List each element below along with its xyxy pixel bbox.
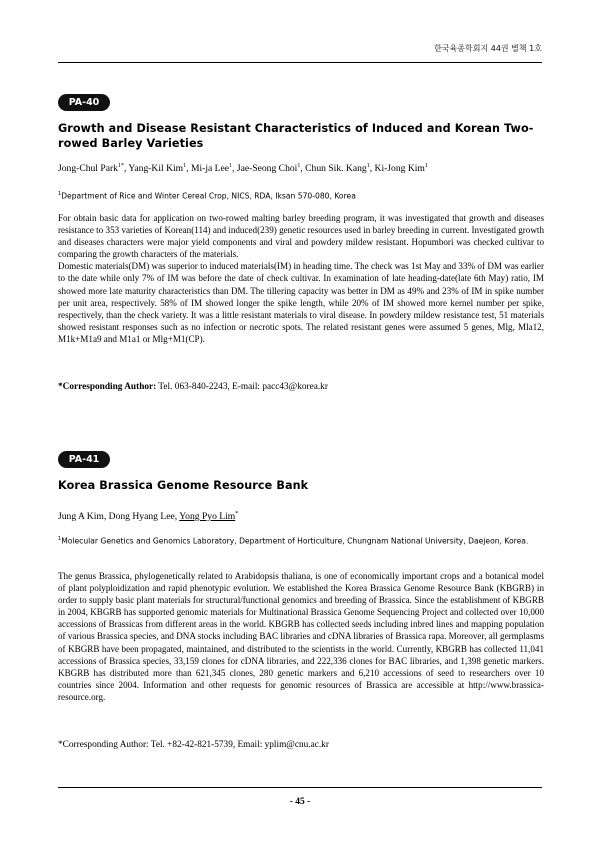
page-number: - 45 - [289,797,311,807]
corresponding-contact: Tel. +82-42-821-5739, Email: yplim@cnu.ac.kr [150,740,329,750]
abstract-paragraph: Domestic materials(DM) was superior to induced materials(IM) in heading time. The check was 1st May and 33% of DM was earlier to the date while only 7% of IM was before the date of check cultivar. In examination of late heading-date(late 6th May) ratio, IM showed more late maturity characteristics than DM. The tillering capacity was better in DM as 49% and 23% of IM in spike number per unit area, respectively. 58% of IM showed longer the spike length, while 20% of IM showed more kernel number per spike, respectively, than the check variety. It was a little resistant materials to viral disease. In powdery mildew resistance test, 51 materials showed resistant responses such as no infection or necrotic spots. The related resistant genes were assumed 5 genes, Mlg, Mla12, M1k+M1a9 and M1a1 or Mlg+M1(CP). [58,261,544,344]
affiliation [58,188,548,203]
abstract-paragraph: For obtain basic data for application on two-rowed malting barley breeding program, it was investigated that growth and diseases resistance to 353 varieties of Korean(114) and induced(239) genetic resources used in barley breeding in current. Investigated growth and diseases characters were major yield components and viral and powdery mildew resistant. Hopumbori was checked cultivar to comparing the growth characters of the materials. [58,213,544,260]
journal-header: 한국육종학회지 44권 별책 1호 [434,44,542,53]
footer-rule [58,787,542,788]
corresponding-label: *Corresponding Author: [58,740,149,750]
abstract-paragraph: The genus Brassica, phylogenetically related to Arabidopsis thaliana, is one of economically important crops and a botanical model of plant polyploidization and rapid phenotypic evolution. We established the Korea Brassica Genome Resource Bank (KBGRB) in order to supply basic plant materials for structural/functional genomics and breeding of Brassica. Since the establishment of KBGRB in 2004, KBGRB has supported genomic materials for Multinational Brassica Genome Sequencing Project and collected over 10,000 accessions of Brassicas from different areas in the world. KBGRB has collected seeds including inbred lines and mapping population of various Brassica species, and DNA stocks including BAC libraries and cDNA libraries of Brassica rapa. Moreover, all germplasms of KBGRB have been propagated, maintained, and distributed to the scientists in the world. Currently, KBGRB has collected 11,041 accessions of Brassica species, 33,159 clones for cDNA libraries, and 222,336 clones for BAC libraries, and 1,398 genetic markers. KBGRB has distributed more than 621,345 clones, 280 genetic markers and 6,210 accessions of seed to researchers over 10 countries since 2004. Information and other requests for genomic resources of Brassica are accessible at http://www.brassica-resource.org. [58,571,544,702]
corresponding-author [58,739,548,751]
author-name: Jung A Kim [58,511,104,523]
author-list: Jung A Kim, Dong Hyang Lee, Yong Pyo Lim* [58,511,239,523]
author-sup: * [235,511,239,517]
author-name: Jong-Chul Park [58,163,118,175]
author-sup: 1 [183,163,187,169]
author-name: Yang-Kil Kim [128,163,184,175]
article-title: Growth and Disease Resistant Characteristics of Induced and Korean Two-rowed Barley Varieties [58,122,534,150]
affiliation-text: Molecular Genetics and Genomics Laboratory, Department of Horticulture, Chungnam National University, Daejeon, Korea. [61,536,529,546]
affiliation-sup: 1 [58,536,62,542]
header-rule [58,62,542,63]
author-sup: 1* [117,163,124,169]
article-code-badge: PA-40 [58,94,110,111]
author-name: Yong Pyo Lim [179,511,236,523]
author-name: Mi-ja Lee [190,163,230,175]
author-sup: 1 [424,163,428,169]
abstract [58,212,544,345]
corresponding-author [58,381,548,393]
author-name: Jae-Seong Choi [236,163,298,175]
affiliation-text: Department of Rice and Winter Cereal Crop, NICS, RDA, Iksan 570-080, Korea [61,191,356,201]
author-list: Jong-Chul Park$^{1*}$, Yang-Kil Kim$^1$, Mi-ja Lee$^1$, Jae-Seong Choi$^1$, Chun Sik. Kang$^1$, Ki-Jong Kim$^1$ [58,163,428,175]
author-sup: 1 [366,163,370,169]
corresponding-contact: Tel. 063-840-2243, E-mail: pacc43@korea.kr [158,382,328,392]
abstract [58,570,544,703]
author-name: Dong Hyang Lee [108,511,175,523]
article-code-badge: PA-41 [58,451,110,468]
affiliation-sup: 1 [58,191,62,197]
author-name: Chun Sik. Kang [305,163,367,175]
corresponding-label: *Corresponding Author: [58,382,157,392]
article-title: Korea Brassica Genome Resource Bank [58,479,309,492]
affiliation [58,533,548,548]
author-name: Ki-Jong Kim [374,163,425,175]
author-sup: 1 [297,163,301,169]
author-sup: 1 [229,163,233,169]
